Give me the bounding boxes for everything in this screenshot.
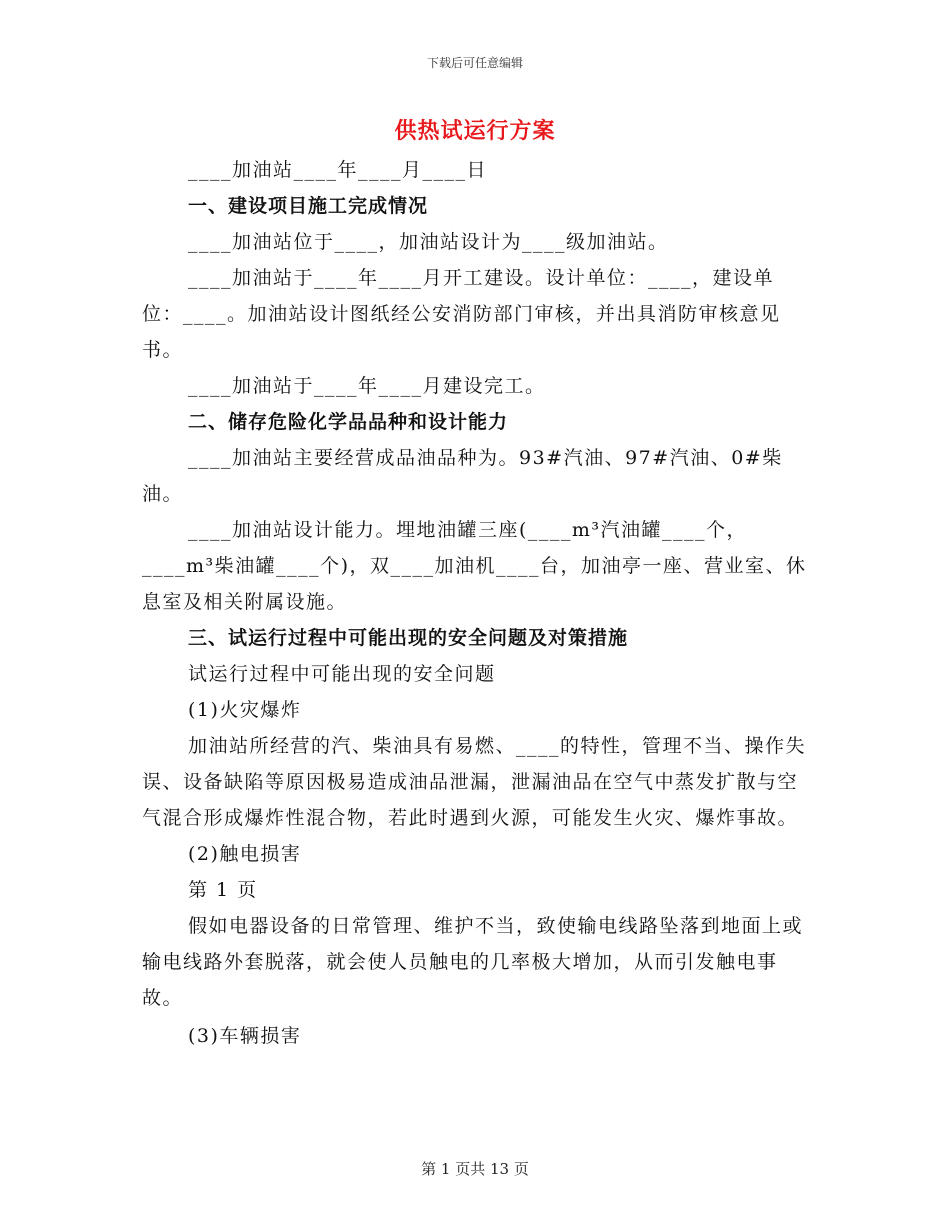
paragraph: ____加油站设计能力。埋地油罐三座(____m³汽油罐____个，____m³柴油罐____个)，双____加油机____台，加油亭一座、营业室、休息室及相关附属设施。 [142,519,807,613]
paragraph: 假如电器设备的日常管理、维护不当，致使输电线路坠落到地面上或输电线路外套脱落，就会使人员触电的几率极大增加，从而引发触电事故。 [142,915,804,1009]
page-marker: 第 1 页 [188,879,258,901]
paragraph: 加油站所经营的汽、柴油具有易燃、____的特性，管理不当、操作失误、设备缺陷等原因极易造成油品泄漏，泄漏油品在空气中蒸发扩散与空气混合形成爆炸性混合物，若此时遇到火源，可能发生火灾、爆炸事故。 [142,735,807,829]
date-line: ____加油站____年____月____日 [188,159,488,181]
section-heading-3: 三、试运行过程中可能出现的安全问题及对策措施 [188,627,629,649]
document-title: 供热试运行方案 [394,118,556,144]
paragraph: ____加油站于____年____月开工建设。设计单位：____，建设单位：____。加油站设计图纸经公安消防部门审核，并出具消防审核意见书。 [142,267,781,361]
paragraph: ____加油站于____年____月建设完工。 [188,375,546,397]
section-heading-2: 二、储存危险化学品品种和设计能力 [188,411,509,433]
section-heading-1: 一、建设项目施工完成情况 [188,195,429,217]
subheading: (1)火灾爆炸 [188,699,302,721]
page-footer: 第 1 页共 13 页 [421,1160,529,1178]
subheading: (3)车辆损害 [188,1025,302,1047]
paragraph: ____加油站位于____，加油站设计为____级加油站。 [188,231,669,253]
document-body [142,152,810,1054]
paragraph: ____加油站主要经营成品油品种为。93#汽油、97#汽油、0#柴油。 [142,447,783,505]
paragraph: 试运行过程中可能出现的安全问题 [188,663,496,685]
subheading: (2)触电损害 [188,843,302,865]
header-note: 下载后可任意编辑 [426,56,523,70]
